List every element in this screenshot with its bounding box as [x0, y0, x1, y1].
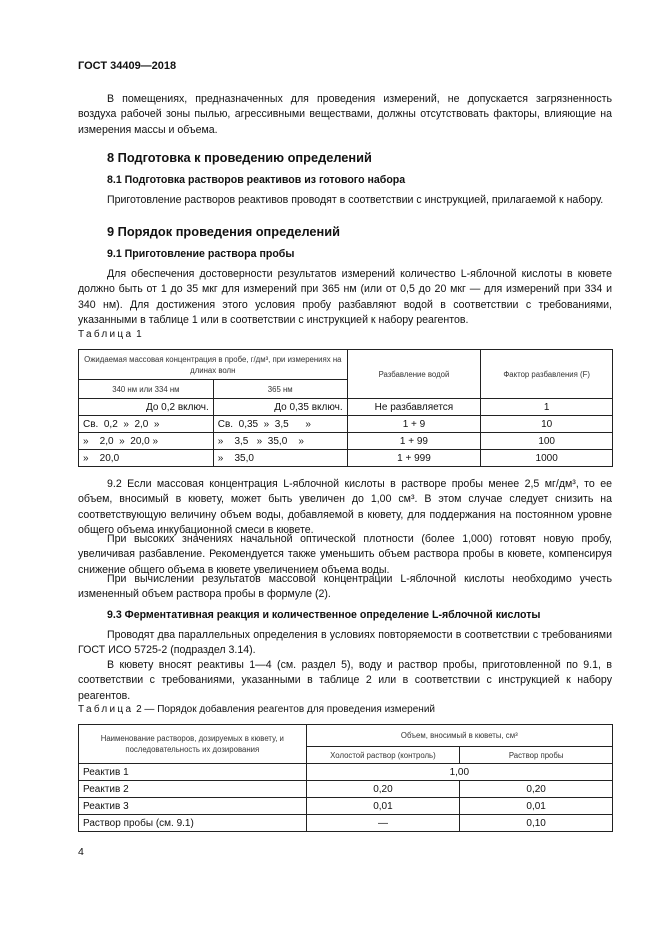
table-1-cell: 1000: [481, 450, 613, 467]
table-row: [79, 450, 613, 467]
table-2-caption-word: Таблица: [78, 704, 134, 715]
table-1-cell: » 2,0 » 20,0 »: [79, 433, 214, 450]
table-1-cell: » 3,5 » 35,0 »: [213, 433, 347, 450]
table-2: [78, 724, 613, 832]
table-1-cell: 1 + 99: [347, 433, 481, 450]
table-1-cell: 10: [481, 416, 613, 433]
table-2-cell: —: [306, 815, 460, 832]
subsection-9-2-paragraph-2: При высоких значениях начальной оптической плотности (более 1,000) готовят новую пробу, увеличивая разбавление. Рекомендуется также уменьшить объем раствора пробы в кювете, компенсируя снижение общего объема в кювете увеличением объема воды.: [78, 533, 612, 576]
table-1-cell: Не разбавляется: [347, 399, 481, 416]
table-1-head-365: 365 нм: [213, 380, 347, 399]
table-1-cell: Св. 0,2 » 2,0 »: [79, 416, 214, 433]
table-2-cell: Реактив 1: [79, 764, 307, 781]
table-2-cell: 1,00: [306, 764, 612, 781]
table-row: [79, 764, 613, 781]
table-2-caption-text: 2 — Порядок добавления реагентов для проведения измерений: [136, 704, 435, 715]
table-1-head-factor: Фактор разбавления (F): [481, 350, 613, 399]
table-1-cell: 100: [481, 433, 613, 450]
subsection-9-2-paragraph-3: При вычислении результатов массовой концентрации L-яблочной кислоты необходимо учесть измененный объем раствора пробы в формуле (2).: [78, 573, 612, 601]
subsection-9-3-paragraph-1: Проводят два параллельных определения в условиях повторяемости в соответствии с требованиями ГОСТ ИСО 5725-2 (подраздел 3.14).: [78, 629, 612, 657]
table-row: [79, 433, 613, 450]
table-1-head-340: 340 нм или 334 нм: [79, 380, 214, 399]
table-row: [79, 399, 613, 416]
table-2-cell: 0,20: [306, 781, 460, 798]
table-2-head-volume: Объем, вносимый в кюветы, см³: [306, 725, 612, 747]
table-2-cell: 0,10: [460, 815, 613, 832]
table-2-head-sample: Раствор пробы: [460, 747, 613, 764]
table-2-cell: Раствор пробы (см. 9.1): [79, 815, 307, 832]
table-1-cell: 1: [481, 399, 613, 416]
subsection-9-1-title: 9.1 Приготовление раствора пробы: [107, 248, 295, 260]
table-1-cell: » 20,0: [79, 450, 214, 467]
section-8-title: 8 Подготовка к проведению определений: [107, 150, 372, 165]
table-1-cell: 1 + 999: [347, 450, 481, 467]
intro-paragraph: В помещениях, предназначенных для проведения измерений, не допускается загрязненность воздуха рабочей зоны пылью, агрессивными веществами, должны отсутствовать факторы, влияющие на измерения массы и объема.: [78, 93, 612, 136]
table-2-cell: Реактив 2: [79, 781, 307, 798]
table-row: [79, 781, 613, 798]
table-1-head-concentration: Ожидаемая массовая концентрация в пробе, г/дм³, при измерениях на длинах волн: [79, 350, 348, 380]
table-1-cell: До 0,35 включ.: [213, 399, 347, 416]
page-number: 4: [78, 846, 84, 858]
table-row: [79, 815, 613, 832]
table-1-head-dilution: Разбавление водой: [347, 350, 481, 399]
table-1-cell: » 35,0: [213, 450, 347, 467]
table-row: [79, 798, 613, 815]
subsection-9-3-paragraph-2: В кювету вносят реактивы 1—4 (см. раздел 5), воду и раствор пробы, приготовленной по 9.1, в соответствии с требованиями, указанными в таблице 2 или в соответствии с инструкцией к набору реагентов.: [78, 659, 612, 702]
table-row: [79, 416, 613, 433]
table-2-caption: [78, 704, 435, 715]
subsection-9-2-paragraph-1: 9.2 Если массовая концентрация L-яблочной кислоты в растворе пробы менее 2,5 мг/дм³, то ее объем, вносимый в кювету, может быть увеличен до 1,00 см³. В этом случае следует снизить на соответствующую величину объем воды, добавляемой в кювету, для поддержания на постоянном уровне общего объема инкубационной смеси в кювете.: [78, 478, 612, 536]
table-1-cell: До 0,2 включ.: [79, 399, 214, 416]
table-2-head-blank: Холостой раствор (контроль): [306, 747, 460, 764]
table-1-caption-word: Таблица: [78, 329, 134, 340]
document-code: ГОСТ 34409—2018: [78, 60, 177, 72]
section-9-title: 9 Порядок проведения определений: [107, 224, 340, 239]
table-1-cell: 1 + 9: [347, 416, 481, 433]
subsection-9-1-paragraph: Для обеспечения достоверности результатов измерений количество L-яблочной кислоты в кювете должно быть от 1 до 35 мкг для измерений при 365 нм (или от 0,5 до 20 мкг — для измерений при 334 и 340 нм). Для достижения этого условия пробу разбавляют водой в соответствии с требованиями, указанными в таблице 1 или в соответствии с инструкцией к набору реагентов.: [78, 268, 612, 326]
table-1-caption: [78, 329, 142, 340]
table-2-cell: 0,01: [460, 798, 613, 815]
table-2-head-name: Наименование растворов, дозируемых в кювету, и последовательность их дозирования: [79, 725, 307, 764]
table-2-cell: Реактив 3: [79, 798, 307, 815]
table-2-cell: 0,20: [460, 781, 613, 798]
table-1-caption-number: 1: [136, 329, 142, 340]
table-1: [78, 349, 613, 467]
table-2-cell: 0,01: [306, 798, 460, 815]
subsection-9-3-title: 9.3 Ферментативная реакция и количественное определение L-яблочной кислоты: [107, 609, 541, 621]
table-1-cell: Св. 0,35 » 3,5 »: [213, 416, 347, 433]
subsection-8-1-paragraph: Приготовление растворов реактивов проводят в соответствии с инструкцией, прилагаемой к набору.: [107, 194, 604, 206]
subsection-8-1-title: 8.1 Подготовка растворов реактивов из готового набора: [107, 174, 406, 186]
